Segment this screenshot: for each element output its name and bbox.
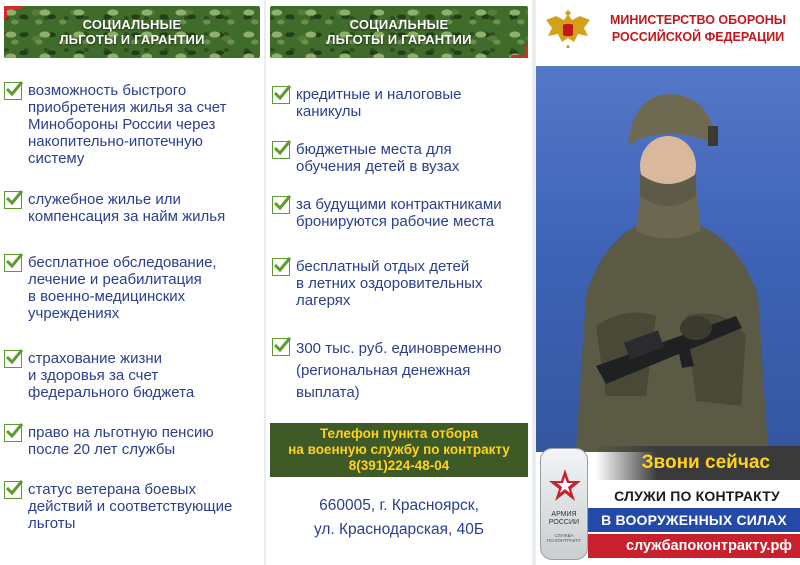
- check-icon: [272, 141, 290, 159]
- website-text[interactable]: службапоконтракту.рф: [625, 538, 792, 554]
- panel-cover: [536, 0, 800, 565]
- benefit-text: право на льготную пенсию после 20 лет службы: [28, 424, 214, 458]
- check-icon: [272, 258, 290, 276]
- benefit-item: [272, 338, 501, 404]
- benefit-item: [272, 141, 459, 175]
- recruitment-phone-box: [270, 423, 528, 477]
- benefit-item: [4, 254, 217, 322]
- banner-title: СОЦИАЛЬНЫЕ ЛЬГОТЫ И ГАРАНТИИ: [59, 17, 205, 47]
- benefit-text: 300 тыс. руб. единовременно (региональная денежная выплата): [296, 340, 502, 401]
- banner-title: СОЦИАЛЬНЫЕ ЛЬГОТЫ И ГАРАНТИИ: [326, 17, 472, 47]
- armed-forces-text: В ВООРУЖЕННЫХ СИЛАХ: [601, 512, 787, 528]
- section-banner: [4, 6, 260, 58]
- army-dog-tag: [540, 448, 588, 560]
- recruitment-phone-text: Телефон пункта отбора на военную службу по контракту 8(391)224-48-04: [288, 426, 510, 473]
- benefit-item: [4, 481, 232, 532]
- banner-corner: [4, 6, 21, 19]
- benefit-text: бесплатный отдых детей в летних оздоровительных лагерях: [296, 258, 483, 309]
- section-banner: [270, 6, 528, 58]
- eagle-emblem-icon: [542, 8, 594, 56]
- tag-sub: СЛУЖБА ПО КОНТРАКТУ: [547, 533, 581, 543]
- soldier-photo: [536, 66, 800, 452]
- benefit-item: [272, 258, 482, 309]
- call-now-text: Звони сейчас: [641, 452, 770, 473]
- check-icon: [4, 424, 22, 442]
- panel-benefits-middle: [266, 0, 532, 565]
- ministry-title: МИНИСТЕРСТВО ОБОРОНЫ РОССИЙСКОЙ ФЕДЕРАЦИИ: [610, 13, 786, 44]
- benefit-item: [4, 350, 194, 401]
- check-icon: [272, 196, 290, 214]
- check-icon: [272, 86, 290, 104]
- benefit-item: [4, 82, 226, 167]
- call-now-banner: [596, 446, 800, 480]
- benefit-text: бюджетные места для обучения детей в вузах: [296, 141, 460, 175]
- tag-label: АРМИЯ РОССИИ: [548, 511, 580, 526]
- check-icon: [4, 350, 22, 368]
- benefit-text: служебное жилье или компенсация за найм жилья: [28, 191, 226, 225]
- benefit-text: статус ветерана боевых действий и соответствующие льготы: [28, 481, 233, 532]
- serve-contract-text: СЛУЖИ ПО КОНТРАКТУ: [614, 488, 780, 504]
- banner-corner: [511, 45, 528, 58]
- soldier-illustration: [536, 66, 800, 452]
- check-icon: [4, 481, 22, 499]
- benefit-text: кредитные и налоговые каникулы: [296, 86, 462, 120]
- benefit-item: [4, 424, 214, 458]
- benefit-text: бесплатное обследование, лечение и реабилитация в военно-медицинских учреждениях: [28, 254, 217, 322]
- ministry-header: [536, 0, 800, 66]
- benefit-text: страхование жизни и здоровья за счет федерального бюджета: [28, 350, 195, 401]
- benefit-text: возможность быстрого приобретения жилья за счет Минобороны России через накопительно-ипотечную систему: [28, 82, 227, 167]
- serve-contract-line: [594, 484, 800, 508]
- benefit-item: [272, 86, 462, 120]
- check-icon: [272, 338, 290, 356]
- check-icon: [4, 254, 22, 272]
- benefit-item: [4, 191, 225, 225]
- army-star-icon: [547, 467, 583, 507]
- website-line: [588, 534, 800, 558]
- recruitment-address: 660005, г. Красноярск, ул. Краснодарская, 40Б: [313, 497, 485, 538]
- check-icon: [4, 191, 22, 209]
- panel-benefits-left: [0, 0, 264, 565]
- armed-forces-line: [588, 508, 800, 532]
- check-icon: [4, 82, 22, 100]
- benefit-text: за будущими контрактниками бронируются рабочие места: [296, 196, 502, 230]
- benefit-item: [272, 196, 502, 230]
